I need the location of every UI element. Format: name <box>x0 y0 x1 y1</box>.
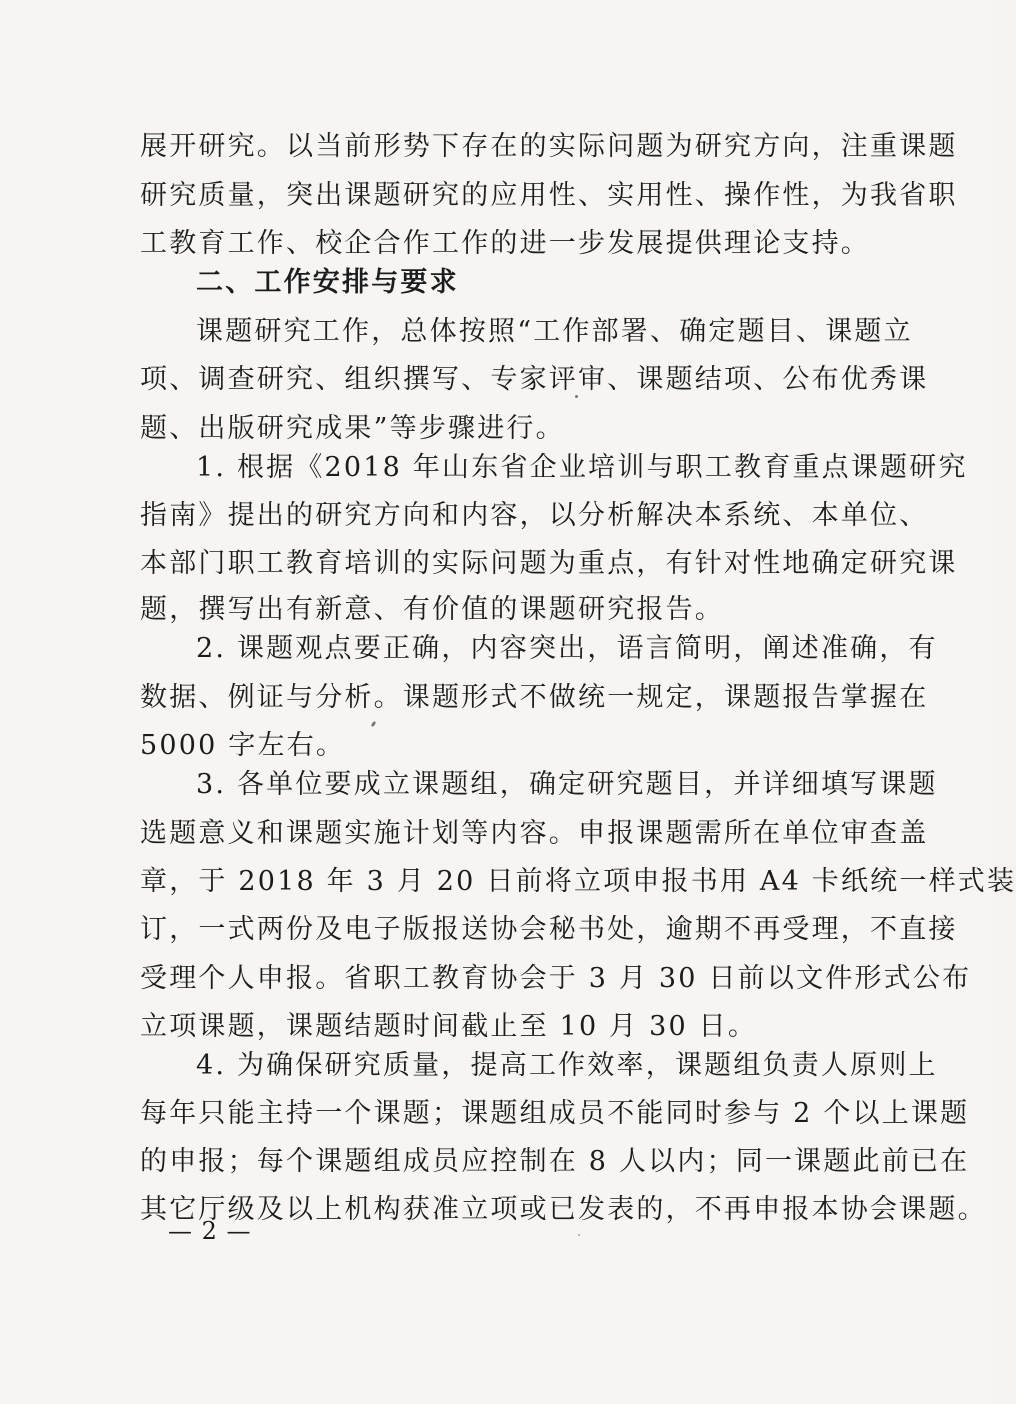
body-line: 课题研究工作，总体按照“工作部署、确定题目、课题立 <box>196 316 913 347</box>
item-3-line: 受理个人申报。省职工教育协会于 3 月 30 日前以文件形式公布 <box>140 963 972 994</box>
body-line: 工教育工作、校企合作工作的进一步发展提供理论支持。 <box>140 228 870 259</box>
item-3-line: 3. 各单位要成立课题组，确定研究题目，并详细填写课题 <box>196 769 938 800</box>
page-number: — 2 — <box>168 1217 252 1245</box>
item-3-line: 选题意义和课题实施计划等内容。申报课题需所在单位审查盖 <box>140 818 929 849</box>
item-2-line: 2. 课题观点要正确，内容突出，语言简明，阐述准确，有 <box>196 633 938 664</box>
item-1-line: 本部门职工教育培训的实际问题为重点，有针对性地确定研究课 <box>140 548 958 579</box>
item-2-line: 5000 字左右。 <box>140 730 346 761</box>
item-1-line: 1. 根据《2018 年山东省企业培训与职工教育重点课题研究 <box>196 452 968 483</box>
scan-speck <box>371 721 377 728</box>
item-4-line: 每年只能主持一个课题；课题组成员不能同时参与 2 个以上课题 <box>140 1098 970 1129</box>
item-1-line: 指南》提出的研究方向和内容，以分析解决本系统、本单位、 <box>140 500 929 531</box>
item-3-line: 订，一式两份及电子版报送协会秘书处，逾期不再受理，不直接 <box>140 914 958 945</box>
item-4-line: 其它厅级及以上机构获准立项或已发表的，不再申报本协会课题。 <box>140 1194 987 1225</box>
body-line: 项、调查研究、组织撰写、专家评审、课题结项、公布优秀课 <box>140 364 929 395</box>
body-line: 研究质量，突出课题研究的应用性、实用性、操作性，为我省职 <box>140 180 958 211</box>
item-2-line: 数据、例证与分析。课题形式不做统一规定，课题报告掌握在 <box>140 682 929 713</box>
item-1-line: 题，撰写出有新意、有价值的课题研究报告。 <box>140 594 724 625</box>
scan-speck <box>575 395 578 398</box>
item-3-line: 章，于 2018 年 3 月 20 日前将立项申报书用 A4 卡纸统一样式装 <box>140 866 1016 897</box>
item-4-line: 4. 为确保研究质量，提高工作效率，课题组负责人原则上 <box>196 1050 938 1081</box>
item-3-line: 立项课题，课题结题时间截止至 10 月 30 日。 <box>140 1011 758 1042</box>
section-heading: 二、工作安排与要求 <box>196 267 459 298</box>
item-4-line: 的申报；每个课题组成员应控制在 8 人以内；同一课题此前已在 <box>140 1146 970 1177</box>
body-line: 题、出版研究成果”等步骤进行。 <box>140 413 565 444</box>
scan-speck <box>578 1234 580 1236</box>
body-line: 展开研究。以当前形势下存在的实际问题为研究方向，注重课题 <box>140 131 958 162</box>
